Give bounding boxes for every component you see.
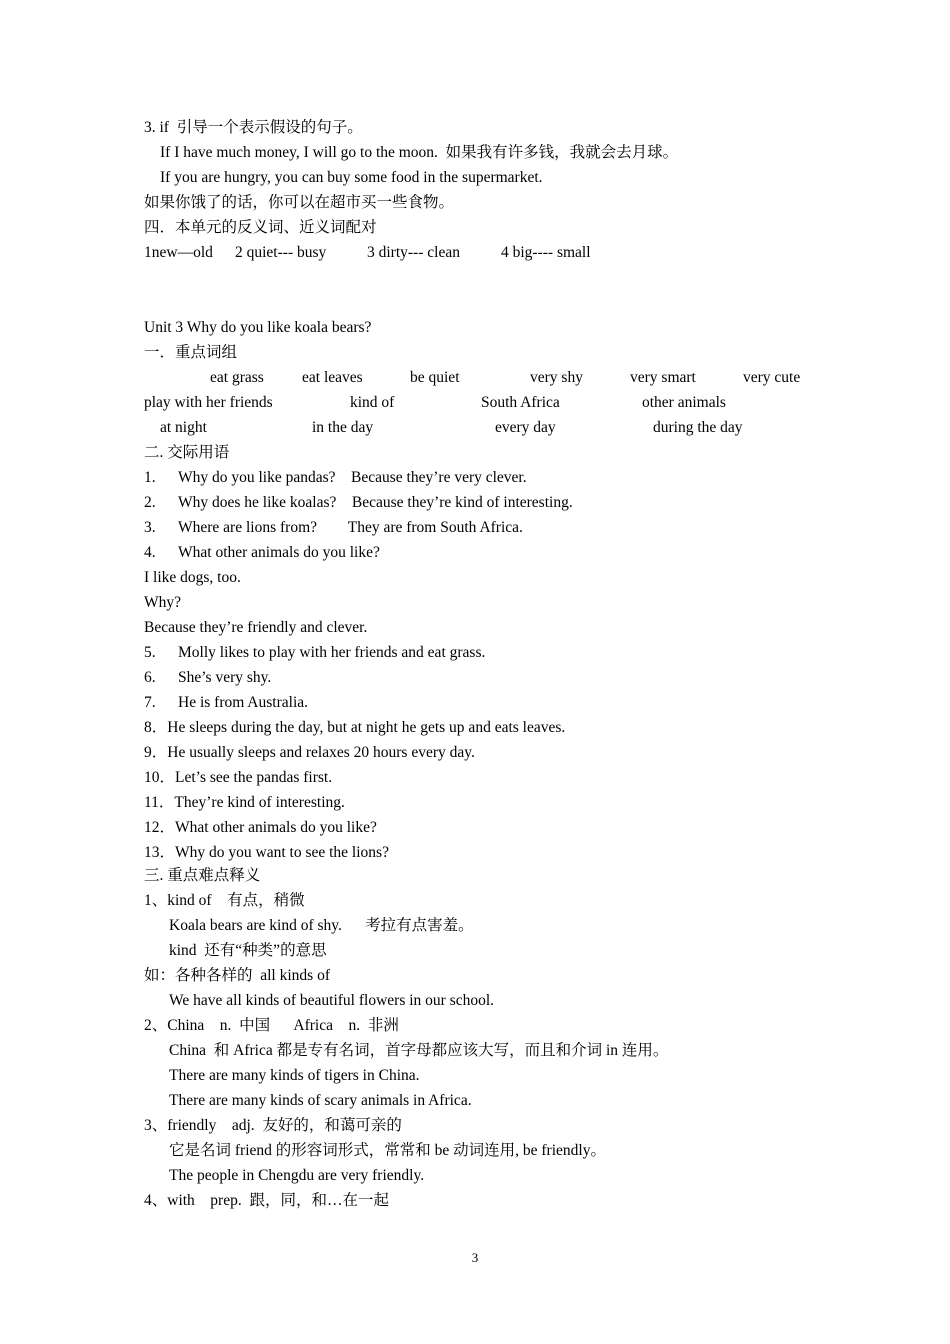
item-number: 7. bbox=[144, 694, 156, 711]
phrase: during the day bbox=[653, 419, 743, 436]
phrase: be quiet bbox=[410, 369, 460, 386]
item-text: Why does he like koalas? Because they’re kind of interesting. bbox=[178, 494, 573, 511]
antonym-pair: 4 big---- small bbox=[501, 244, 591, 261]
phrase: very shy bbox=[530, 369, 583, 386]
phrase: at night bbox=[160, 419, 207, 436]
item-number: 1. bbox=[144, 469, 156, 486]
dialog-item bbox=[144, 468, 527, 488]
dialog-heading: 二. 交际用语 bbox=[144, 444, 230, 461]
kind-of-note-2: 如：各种各样的 all kinds of bbox=[144, 967, 330, 984]
kind-of-note: kind 还有“种类”的意思 bbox=[169, 942, 327, 959]
antonym-pair: 3 dirty--- clean bbox=[367, 244, 460, 261]
phrase: other animals bbox=[642, 394, 726, 411]
dialog-item bbox=[144, 518, 523, 538]
kind-of-example: Koala bears are kind of shy. 考拉有点害羞。 bbox=[169, 917, 474, 934]
sentence-10: 10．Let’s see the pandas first. bbox=[144, 769, 333, 786]
section-3-if-line: 3. if 引导一个表示假设的句子。 bbox=[144, 119, 363, 136]
dialog-item bbox=[144, 543, 380, 563]
sentence-9: 9．He usually sleeps and relaxes 20 hours every day. bbox=[144, 744, 475, 761]
sentence-11: 11．They’re kind of interesting. bbox=[144, 794, 345, 811]
phrase: South Africa bbox=[481, 394, 560, 411]
phrase: eat grass bbox=[210, 369, 264, 386]
dialog-item bbox=[144, 493, 573, 513]
item-text: He is from Australia. bbox=[178, 694, 309, 711]
item-text: What other animals do you like? bbox=[178, 544, 380, 561]
antonym-pair: 1new—old bbox=[144, 244, 213, 261]
china-africa-example-2: There are many kinds of scary animals in Africa. bbox=[169, 1092, 472, 1109]
item-text: She’s very shy. bbox=[178, 669, 272, 686]
item-number: 4. bbox=[144, 544, 156, 561]
item-number: 3. bbox=[144, 519, 156, 536]
phrase: in the day bbox=[312, 419, 374, 436]
phrase: kind of bbox=[350, 394, 395, 411]
friendly-note: 它是名词 friend 的形容词形式，常常和 be 动词连用, be friendly。 bbox=[169, 1142, 606, 1159]
china-africa-entry: 2、China n. 中国 Africa n. 非洲 bbox=[144, 1017, 399, 1034]
free-line: I like dogs, too. bbox=[144, 569, 241, 586]
phrase: very smart bbox=[630, 369, 696, 386]
item-number: 6. bbox=[144, 669, 156, 686]
sentence-8: 8．He sleeps during the day, but at night he gets up and eats leaves. bbox=[144, 719, 566, 736]
kind-of-example-2: We have all kinds of beautiful flowers in our school. bbox=[169, 992, 495, 1009]
kind-of-entry: 1、kind of 有点，稍微 bbox=[144, 892, 305, 909]
unit-title: Unit 3 Why do you like koala bears? bbox=[144, 319, 372, 336]
dialog-item bbox=[144, 693, 308, 713]
sentence-12: 12．What other animals do you like? bbox=[144, 819, 377, 836]
if-example-2: If you are hungry, you can buy some food in the supermarket. bbox=[160, 169, 543, 186]
antonym-pair: 2 quiet--- busy bbox=[235, 244, 327, 261]
item-number: 5. bbox=[144, 644, 156, 661]
item-text: Why do you like pandas? Because they’re very clever. bbox=[178, 469, 527, 486]
phrase: play with her friends bbox=[144, 394, 273, 411]
dialog-item bbox=[144, 643, 485, 663]
free-line: Because they’re friendly and clever. bbox=[144, 619, 368, 636]
sentence-13: 13．Why do you want to see the lions? bbox=[144, 844, 389, 861]
free-line: Why? bbox=[144, 594, 182, 611]
dialog-item bbox=[144, 668, 271, 688]
china-africa-example-1: There are many kinds of tigers in China. bbox=[169, 1067, 420, 1084]
phrase: eat leaves bbox=[302, 369, 363, 386]
friendly-example: The people in Chengdu are very friendly. bbox=[169, 1167, 425, 1184]
item-text: Where are lions from? They are from South Africa. bbox=[178, 519, 523, 536]
antonym-pairs-row bbox=[0, 243, 950, 263]
phrases-row-2 bbox=[0, 393, 950, 413]
china-africa-note: China 和 Africa 都是专有名词，首字母都应该大写，而且和介词 in 连用。 bbox=[169, 1042, 669, 1059]
if-example-1: If I have much money, I will go to the moon. 如果我有许多钱，我就会去月球。 bbox=[160, 144, 679, 161]
item-text: Molly likes to play with her friends and eat grass. bbox=[178, 644, 486, 661]
friendly-entry: 3、friendly adj. 友好的，和蔼可亲的 bbox=[144, 1117, 402, 1134]
antonym-heading: 四．本单元的反义词、近义词配对 bbox=[144, 219, 377, 236]
page-number: 3 bbox=[471, 1250, 479, 1265]
phrase: very cute bbox=[743, 369, 801, 386]
with-entry: 4、with prep. 跟，同，和…在一起 bbox=[144, 1192, 389, 1209]
explanations-heading: 三. 重点难点释义 bbox=[144, 867, 261, 884]
phrases-row-3 bbox=[0, 418, 950, 438]
phrases-heading: 一．重点词组 bbox=[144, 344, 238, 361]
if-example-2-translation: 如果你饿了的话，你可以在超市买一些食物。 bbox=[144, 194, 455, 211]
item-number: 2. bbox=[144, 494, 156, 511]
phrase: every day bbox=[495, 419, 556, 436]
phrases-row-1 bbox=[0, 368, 950, 388]
